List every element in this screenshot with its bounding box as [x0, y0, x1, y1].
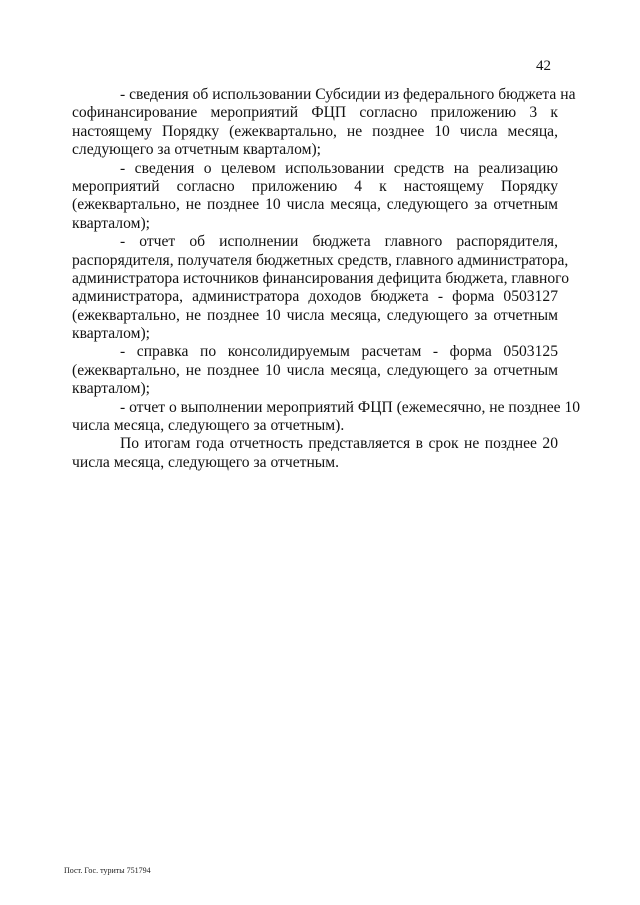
text-line: - отчет об исполнении бюджета главного распорядителя, — [120, 233, 558, 251]
text-line: - справка по консолидируемым расчетам - форма 0503125 — [120, 343, 558, 361]
text-line: По итогам года отчетность представляется в срок не позднее 20 — [120, 435, 558, 453]
paragraph — [72, 86, 576, 160]
text-line: числа месяца, следующего за отчетным. — [72, 453, 340, 471]
paragraph — [72, 343, 558, 398]
text-line: мероприятий согласно приложению 4 к настоящему Порядку — [72, 177, 558, 195]
footer-note: Пост. Гос. туриты 751794 — [64, 866, 151, 875]
text-line: администратора источников финансирования дефицита бюджета, главного — [72, 269, 569, 287]
text-line: следующего за отчетным кварталом); — [72, 141, 321, 159]
paragraph — [72, 435, 558, 472]
page-number: 42 — [536, 58, 551, 74]
text-line: кварталом); — [72, 380, 150, 398]
text-line: распорядителя, получателя бюджетных средств, главного администратора, — [72, 251, 569, 269]
text-line: (ежеквартально, не позднее 10 числа месяца, следующего за отчетным — [72, 361, 558, 379]
text-line: кварталом); — [72, 214, 150, 232]
text-line: (ежеквартально, не позднее 10 числа месяца, следующего за отчетным — [72, 306, 558, 324]
text-line: софинансирование мероприятий ФЦП согласно приложению 3 к — [72, 104, 558, 122]
text-line: - отчет о выполнении мероприятий ФЦП (ежемесячно, не позднее 10 — [120, 398, 581, 416]
text-line: - сведения о целевом использовании средств на реализацию — [120, 159, 558, 177]
text-line: кварталом); — [72, 325, 150, 343]
paragraph — [72, 398, 581, 436]
paragraph — [72, 160, 558, 234]
text-line: (ежеквартально, не позднее 10 числа месяца, следующего за отчетным — [72, 196, 558, 214]
paragraph — [72, 233, 569, 343]
text-line: - сведения об использовании Субсидии из федерального бюджета на — [120, 86, 576, 103]
document-body — [72, 86, 581, 472]
text-line: числа месяца, следующего за отчетным). — [72, 417, 345, 435]
text-line: настоящему Порядку (ежеквартально, не позднее 10 числа месяца, — [72, 122, 558, 140]
text-line: администратора, администратора доходов бюджета - форма 0503127 — [72, 288, 558, 306]
